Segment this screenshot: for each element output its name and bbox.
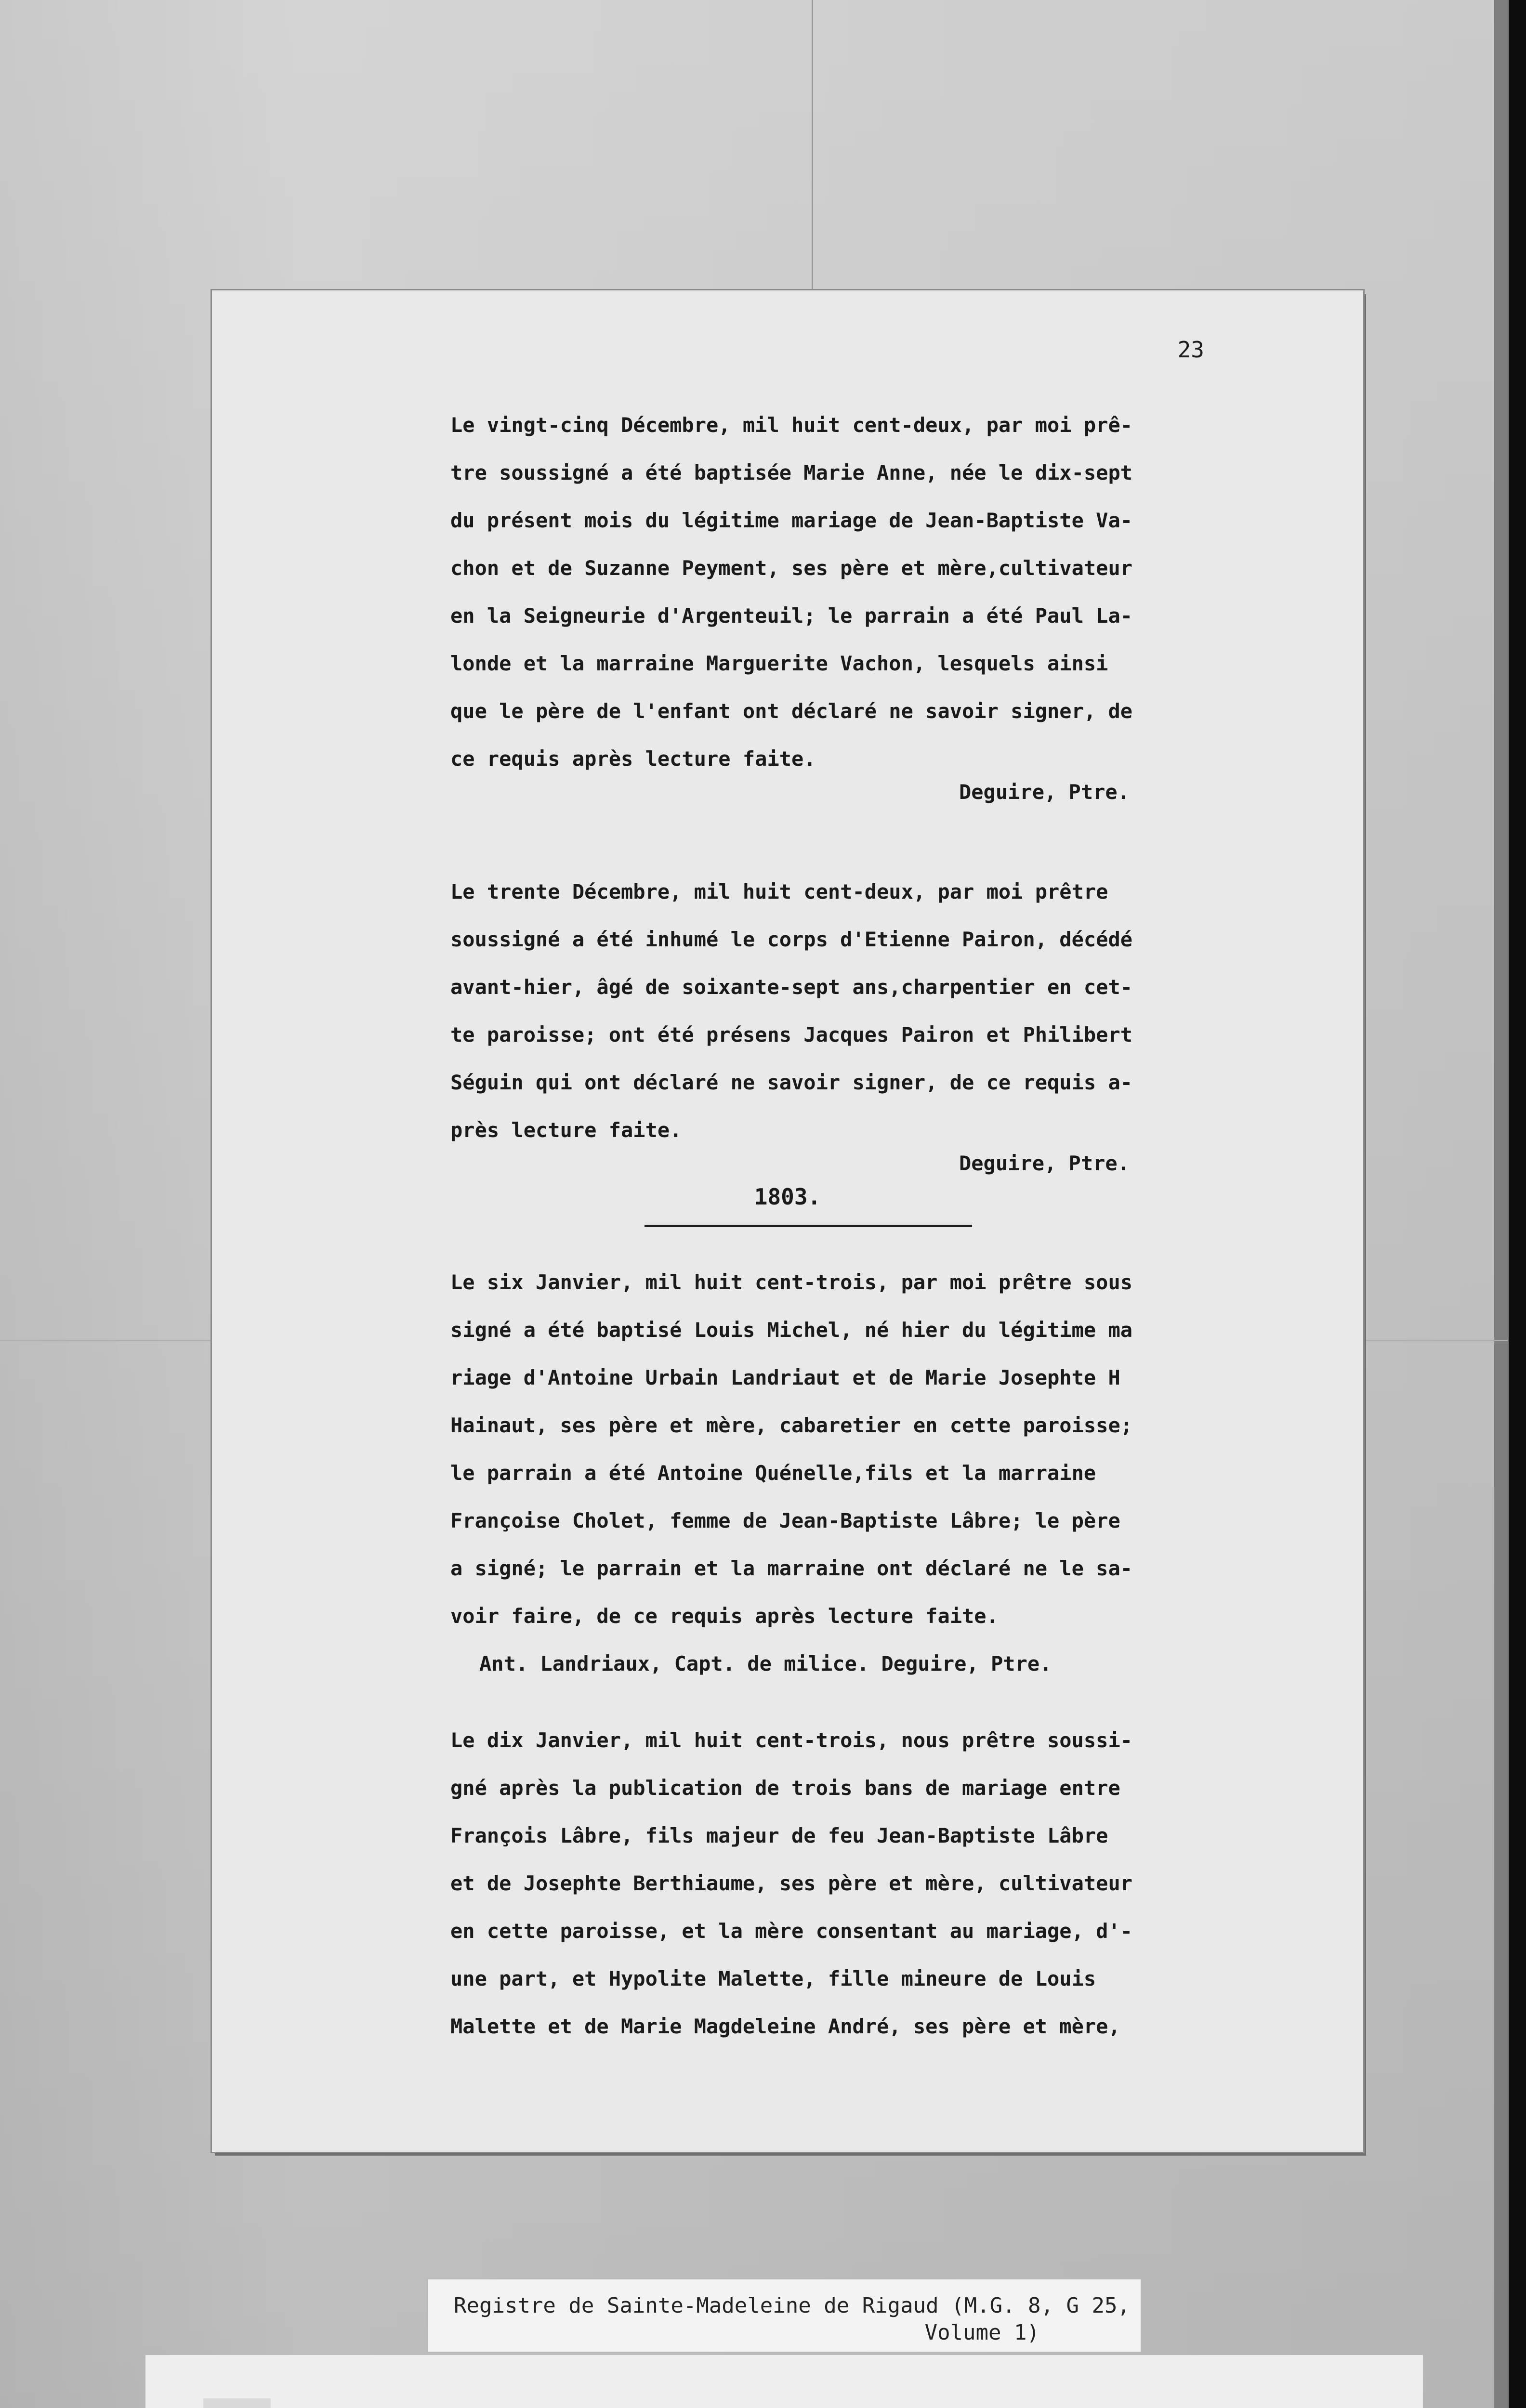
- signature: Deguire, Ptre.: [959, 1152, 1130, 1175]
- archives-stamp-card: [145, 2355, 1423, 2408]
- entry-line: tre soussigné a été baptisée Marie Anne, née le dix-sept: [450, 461, 1133, 484]
- entry-line: te paroisse; ont été présens Jacques Pairon et Philibert: [450, 1023, 1133, 1047]
- entry-line: Séguin qui ont déclaré ne savoir signer, de ce requis a-: [450, 1071, 1133, 1094]
- entry-line: et de Josephte Berthiaume, ses père et mère, cultivateur: [450, 1871, 1133, 1895]
- entry-line: chon et de Suzanne Peyment, ses père et mère,cultivateur: [450, 556, 1133, 580]
- entry-line: Le dix Janvier, mil huit cent-trois, nous prêtre soussi-: [450, 1728, 1133, 1752]
- entry-burial-etienne-pairon: [450, 868, 1289, 1187]
- entry-baptism-louis-michel: [450, 1258, 1289, 1688]
- entry-line: ce requis après lecture faite.: [450, 747, 816, 771]
- reference-label: [428, 2279, 1141, 2352]
- entry-line: Françoise Cholet, femme de Jean-Baptiste Lâbre; le père: [450, 1509, 1120, 1532]
- entry-line: Malette et de Marie Magdeleine André, ses père et mère,: [450, 2015, 1120, 2038]
- entry-line: le parrain a été Antoine Quénelle,fils et la marraine: [450, 1461, 1096, 1485]
- entry-line: Le trente Décembre, mil huit cent-deux, par moi prêtre: [450, 880, 1108, 903]
- film-edge-band: [1494, 0, 1509, 2408]
- entry-line: que le père de l'enfant ont déclaré ne savoir signer, de: [450, 699, 1133, 723]
- entry-line: gné après la publication de trois bans de mariage entre: [450, 1776, 1120, 1800]
- spacer: [450, 1688, 1289, 1716]
- reference-label-line-2: Volume 1): [924, 2320, 1039, 2345]
- entries-1803: [450, 1258, 1289, 2050]
- entry-line: Hainaut, ses père et mère, cabaretier en cette paroisse;: [450, 1413, 1133, 1437]
- entry-line: soussigné a été inhumé le corps d'Etienne Pairon, décédé: [450, 928, 1133, 951]
- entry-line: a signé; le parrain et la marraine ont déclaré ne le sa-: [450, 1557, 1133, 1580]
- entry-line: une part, et Hypolite Malette, fille mineure de Louis: [450, 1967, 1096, 1990]
- entry-marriage-francois-labre: [450, 1716, 1289, 2050]
- signature: Deguire, Ptre.: [959, 780, 1130, 804]
- spacer: [450, 816, 1289, 868]
- entry-baptism-marie-anne: [450, 401, 1289, 816]
- entry-line: Le vingt-cinq Décembre, mil huit cent-deux, par moi prê-: [450, 413, 1133, 437]
- entry-line: Le six Janvier, mil huit cent-trois, par moi prêtre sous: [450, 1270, 1133, 1294]
- signature: Ant. Landriaux, Capt. de milice. Deguire, Ptre.: [479, 1652, 1052, 1675]
- entry-line: François Lâbre, fils majeur de feu Jean-Baptiste Lâbre: [450, 1824, 1108, 1847]
- entry-line: près lecture faite.: [450, 1118, 682, 1142]
- year-divider: [645, 1225, 972, 1227]
- film-edge: [1509, 0, 1526, 2408]
- register-page: [212, 290, 1363, 2152]
- fold-line-vertical: [812, 0, 813, 294]
- reference-label-line-1: Registre de Sainte-Madeleine de Rigaud (M.G. 8, G 25,: [454, 2293, 1130, 2318]
- entry-line: signé a été baptisé Louis Michel, né hier du légitime ma: [450, 1318, 1133, 1342]
- entry-line: en la Seigneurie d'Argenteuil; le parrain a été Paul La-: [450, 604, 1133, 628]
- entry-line: avant-hier, âgé de soixante-sept ans,charpentier en cet-: [450, 975, 1133, 999]
- entry-line: riage d'Antoine Urbain Landriaut et de Marie Josephte H: [450, 1366, 1120, 1389]
- year-heading: 1803.: [754, 1184, 821, 1210]
- entry-line: du présent mois du légitime mariage de Jean-Baptiste Va-: [450, 509, 1133, 532]
- entry-line: londe et la marraine Marguerite Vachon, lesquels ainsi: [450, 652, 1108, 675]
- entry-line: en cette paroisse, et la mère consentant au mariage, d'-: [450, 1919, 1133, 1943]
- entry-line: voir faire, de ce requis après lecture faite.: [450, 1604, 999, 1628]
- entries-1802: [450, 401, 1289, 1187]
- page-number: 23: [1177, 337, 1204, 363]
